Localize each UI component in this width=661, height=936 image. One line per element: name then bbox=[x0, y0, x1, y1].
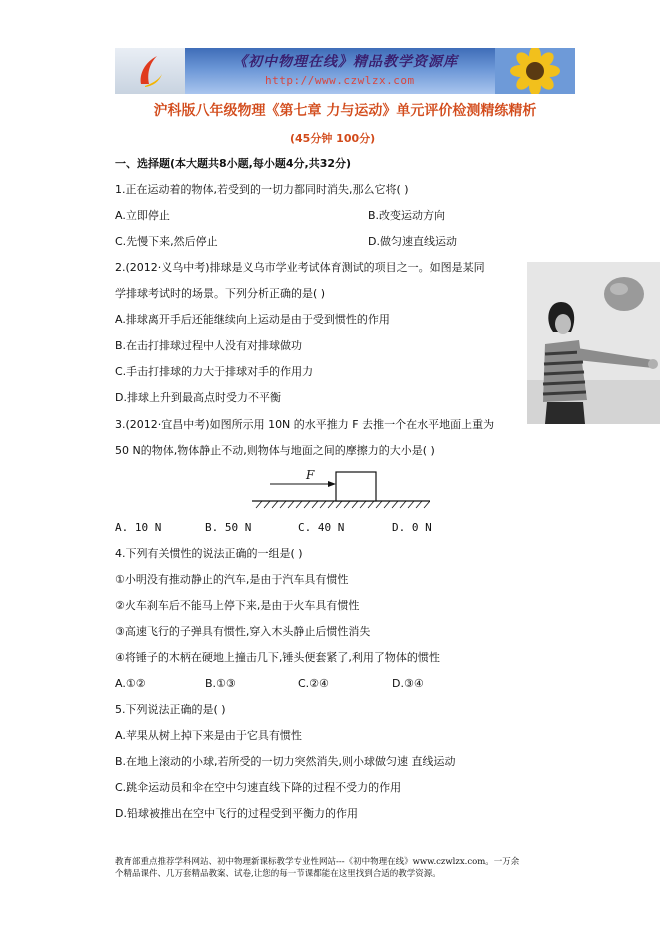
q4-option-a: A.①② bbox=[115, 677, 146, 690]
q2-option-d: D.排球上升到最高点时受力不平衡 bbox=[115, 391, 281, 404]
q3-option-c: C. 40 N bbox=[298, 521, 345, 534]
q2-option-b: B.在击打排球过程中人没有对排球做功 bbox=[115, 339, 303, 352]
site-logo bbox=[115, 48, 185, 94]
q4-statement-4: ④将锤子的木柄在硬地上撞击几下,锤头便套紧了,利用了物体的惯性 bbox=[115, 651, 440, 664]
force-label: F bbox=[306, 468, 315, 482]
q3-stem-line1: 3.(2012·宜昌中考)如图所示用 10N 的水平推力 F 去推一个在水平地面上重为 bbox=[115, 418, 495, 431]
q4-stem: 4.下列有关惯性的说法正确的一组是( ) bbox=[115, 547, 303, 560]
q3-option-a: A. 10 N bbox=[115, 521, 162, 534]
block-shape bbox=[336, 472, 376, 501]
footer-line-1: 教育部重点推荐学科网站、初中物理新课标教学专业性网站---《初中物理在线》www.czwlzx.com。一万余 bbox=[115, 857, 520, 867]
banner-url[interactable]: http://www.czwlzx.com bbox=[265, 74, 415, 87]
q3-stem-line2: 50 N的物体,物体静止不动,则物体与地面之间的摩擦力的大小是( ) bbox=[115, 444, 435, 457]
q5-option-b: B.在地上滚动的小球,若所受的一切力突然消失,则小球做匀速 直线运动 bbox=[115, 755, 456, 768]
q4-statement-2: ②火车刹车后不能马上停下来,是由于火车具有惯性 bbox=[115, 599, 360, 612]
q3-option-b: B. 50 N bbox=[205, 521, 252, 534]
q5-option-a: A.苹果从树上掉下来是由于它具有惯性 bbox=[115, 729, 302, 742]
q4-option-b: B.①③ bbox=[205, 677, 236, 690]
page-footer bbox=[115, 856, 575, 880]
banner-title: 《初中物理在线》精品教学资源库 bbox=[233, 54, 458, 70]
q1-option-c: C.先慢下来,然后停止 bbox=[115, 235, 218, 248]
header-banner bbox=[115, 48, 575, 94]
q5-option-c: C.跳伞运动员和伞在空中匀速直线下降的过程不受力的作用 bbox=[115, 781, 402, 794]
q2-stem-line2: 学排球考试时的场景。下列分析正确的是( ) bbox=[115, 287, 326, 300]
document-title: 沪科版八年级物理《第七章 力与运动》单元评价检测精练精析 bbox=[153, 103, 537, 119]
q2-stem-line1: 2.(2012·义乌中考)排球是义乌市学业考试体育测试的项目之一。如图是某同 bbox=[115, 261, 485, 274]
q1-option-d: D.做匀速直线运动 bbox=[368, 235, 457, 248]
q4-option-c: C.②④ bbox=[298, 677, 329, 690]
sunflower-icon bbox=[495, 48, 575, 94]
q5-stem: 5.下列说法正确的是( ) bbox=[115, 703, 226, 716]
q2-option-c: C.手击打排球的力大于排球对手的作用力 bbox=[115, 365, 314, 378]
volleyball-player-photo bbox=[527, 262, 660, 424]
q4-statement-1: ①小明没有推动静止的汽车,是由于汽车具有惯性 bbox=[115, 573, 349, 586]
force-arrow-icon bbox=[328, 481, 336, 487]
q5-option-d: D.铅球被推出在空中飞行的过程受到平衡力的作用 bbox=[115, 807, 358, 820]
q4-statement-3: ③高速飞行的子弹具有惯性,穿入木头静止后惯性消失 bbox=[115, 625, 371, 638]
q2-option-a: A.排球离开手后还能继续向上运动是由于受到惯性的作用 bbox=[115, 313, 390, 326]
q1-stem: 1.正在运动着的物体,若受到的一切力都同时消失,那么它将( ) bbox=[115, 183, 409, 196]
q1-option-b: B.改变运动方向 bbox=[368, 209, 446, 222]
section-heading: 一、选择题(本大题共8小题,每小题4分,共32分) bbox=[115, 157, 352, 170]
document-subtitle: (45分钟 100分) bbox=[290, 132, 376, 145]
footer-line-2: 个精品课件、几万套精品教案、试卷,让您的每一节课都能在这里找到合适的教学资源。 bbox=[115, 869, 441, 879]
logo-swoosh-icon bbox=[137, 54, 163, 88]
q3-option-d: D. 0 N bbox=[392, 521, 432, 534]
q1-option-a: A.立即停止 bbox=[115, 209, 170, 222]
push-block-diagram bbox=[252, 464, 430, 514]
q4-option-d: D.③④ bbox=[392, 677, 424, 690]
